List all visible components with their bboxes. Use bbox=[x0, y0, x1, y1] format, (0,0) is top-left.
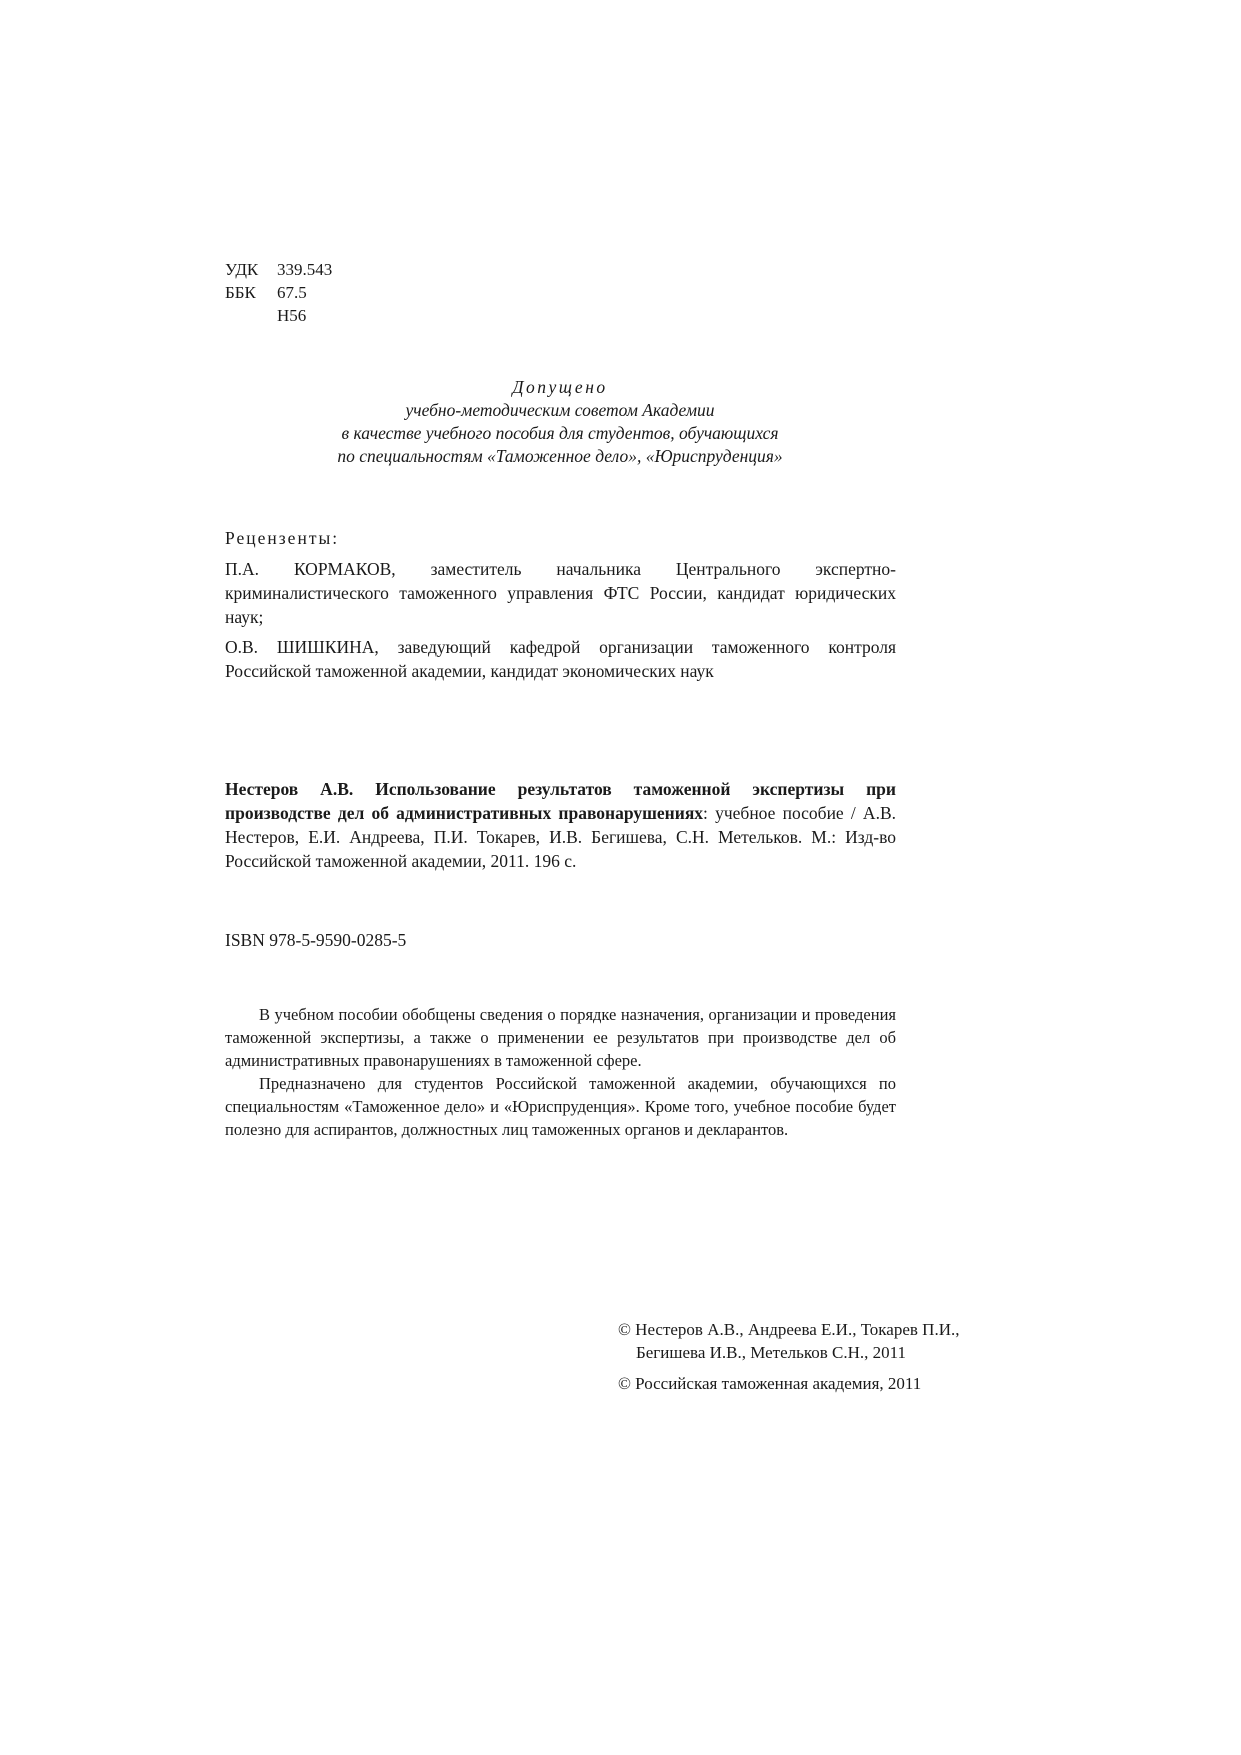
approval-block bbox=[225, 376, 895, 468]
approval-heading: Допущено bbox=[512, 377, 608, 397]
book-title: Нестеров А.В. Использование результатов таможенной экспертизы при производстве дел об административных правонарушениях bbox=[225, 779, 896, 823]
bbk-value: 67.5 bbox=[277, 283, 307, 302]
abstract-paragraph: В учебном пособии обобщены сведения о порядке назначения, организации и проведения таможенной экспертизы, а также о применении ее результатов при производстве дел об административных правонарушениях в таможенной сфере. bbox=[225, 1005, 896, 1070]
approval-line-2: в качестве учебного пособия для студентов, обучающихся bbox=[341, 423, 779, 443]
bbk-row bbox=[225, 281, 332, 304]
copyright-line-3: © Российская таможенная академия, 2011 bbox=[618, 1374, 922, 1393]
bibliographic-record bbox=[225, 777, 896, 873]
bbk-label: ББК bbox=[225, 283, 256, 302]
reviewer-item: О.В. ШИШКИНА, заведующий кафедрой организации таможенного контроля Российской таможенной академии, кандидат экономических наук bbox=[225, 637, 896, 681]
classification-block bbox=[225, 258, 332, 327]
author-mark-row bbox=[225, 304, 332, 327]
udk-value: 339.543 bbox=[277, 260, 333, 279]
bibliographic-details: : учебное пособие / А.В. Нестеров, Е.И. Андреева, П.И. Токарев, И.В. Бегишева, С.Н. Метельков. М.: Изд-во Российской таможенной академии, 2011. 196 с. bbox=[225, 803, 896, 871]
author-mark: Н56 bbox=[277, 306, 307, 325]
reviewers-list bbox=[225, 557, 896, 689]
approval-line-1: учебно-методическим советом Академии bbox=[405, 400, 715, 420]
abstract bbox=[225, 1003, 896, 1141]
approval-line-3: по специальностям «Таможенное дело», «Юриспруденция» bbox=[337, 446, 783, 466]
copyright-line-2: Бегишева И.В., Метельков С.Н., 2011 bbox=[636, 1343, 907, 1362]
udk-label: УДК bbox=[225, 260, 259, 279]
copyright-line-1: © Нестеров А.В., Андреева Е.И., Токарев П.И., bbox=[618, 1320, 960, 1339]
reviewers-title: Рецензенты: bbox=[225, 528, 340, 548]
reviewer-item: П.А. КОРМАКОВ, заместитель начальника Центрального экспертно-криминалистического таможенного управления ФТС России, кандидат юридических наук; bbox=[225, 559, 896, 627]
copyright-block bbox=[618, 1318, 959, 1395]
isbn: ISBN 978-5-9590-0285-5 bbox=[225, 930, 407, 950]
abstract-paragraph: Предназначено для студентов Российской таможенной академии, обучающихся по специальностям «Таможенное дело» и «Юриспруденция». Кроме того, учебное пособие будет полезно для аспирантов, должностных лиц таможенных органов и декларантов. bbox=[225, 1074, 896, 1139]
udk-row bbox=[225, 258, 332, 281]
